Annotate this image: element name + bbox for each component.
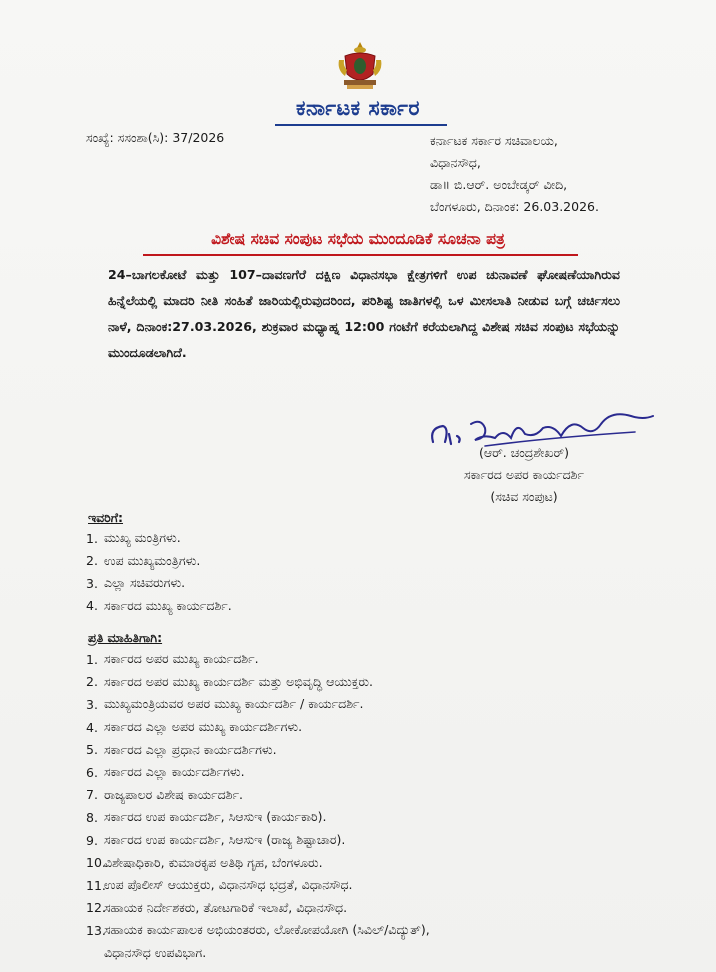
signatory-designation: ಸರ್ಕಾರದ ಅಪರ ಕಾರ್ಯದರ್ಶಿ xyxy=(464,467,584,482)
list-item: 1. ಮುಖ್ಯ ಮಂತ್ರಿಗಳು. xyxy=(86,530,181,546)
signatory-block xyxy=(424,442,624,508)
list-item: 2. ಸರ್ಕಾರದ ಅಪರ ಮುಖ್ಯ ಕಾರ್ಯದರ್ಶಿ ಮತ್ತು ಅಭಿವೃದ್ಧಿ ಆಯುಕ್ತರು. xyxy=(86,673,373,690)
list-item: 3. ಮುಖ್ಯಮಂತ್ರಿಯವರ ಅಪರ ಮುಖ್ಯ ಕಾರ್ಯದರ್ಶಿ / ಕಾರ್ಯದರ್ಶಿ. xyxy=(86,696,364,712)
list-item: 9. ಸರ್ಕಾರದ ಉಪ ಕಾರ್ಯದರ್ಶಿ, ಸಿಆಸುಇ (ರಾಜ್ಯ ಶಿಷ್ಟಾಚಾರ). xyxy=(86,832,346,848)
list-item: 10. ವಿಶೇಷಾಧಿಕಾರಿ, ಕುಮಾರಕೃಪ ಅತಿಥಿ ಗೃಹ, ಬೆಂಗಳೂರು. xyxy=(86,854,323,871)
subject-line: ವಿಶೇಷ ಸಚಿವ ಸಂಪುಟ ಸಭೆಯ ಮುಂದೂಡಿಕೆ ಸೂಚನಾ ಪತ್ರ xyxy=(211,230,505,248)
list-item: 12. ಸಹಾಯಕ ನಿರ್ದೇಶಕರು, ತೋಟಗಾರಿಕೆ ಇಲಾಖೆ, ವಿಧಾನಸೌಧ. xyxy=(86,899,348,916)
government-title: ಕರ್ನಾಟಕ ಸರ್ಕಾರ xyxy=(296,96,420,120)
subject-underline xyxy=(143,254,578,256)
signatory-department: (ಸಚಿವ ಸಂಪುಟ) xyxy=(490,489,558,504)
address-line: ವಿಧಾನಸೌಧ, xyxy=(430,155,481,170)
copy-heading: ಪ್ರತಿ ಮಾಹಿತಿಗಾಗಿ: xyxy=(88,630,163,645)
list-item: 4. ಸರ್ಕಾರದ ಮುಖ್ಯ ಕಾರ್ಯದರ್ಶಿ. xyxy=(86,597,232,614)
address-line: ಡಾ॥ ಬಿ.ಆರ್. ಅಂಬೇಡ್ಕರ್ ವೀದಿ, xyxy=(430,177,568,192)
sender-address xyxy=(430,130,599,218)
title-underline xyxy=(275,124,447,126)
list-item: 8. ಸರ್ಕಾರದ ಉಪ ಕಾರ್ಯದರ್ಶಿ, ಸಿಆಸುಇ (ಕಾರ್ಯಕಾರಿ). xyxy=(86,809,327,825)
list-item-continuation: ವಿಧಾನಸೌಧ ಉಪವಿಭಾಗ. xyxy=(104,945,207,961)
karnataka-emblem-icon xyxy=(335,40,385,92)
list-item: 5. ಸರ್ಕಾರದ ಎಲ್ಲಾ ಪ್ರಧಾನ ಕಾರ್ಯದರ್ಶಿಗಳು. xyxy=(86,741,277,758)
list-item: 11. ಉಪ ಪೊಲೀಸ್ ಆಯುಕ್ತರು, ವಿಧಾನಸೌಧ ಭದ್ರತೆ, ವಿಧಾನಸೌಧ. xyxy=(86,877,353,893)
reference-number: ಸಂಖ್ಯೆ: ಸಸಂಶಾ(ಸಿ): 37/2026 xyxy=(86,130,225,145)
list-item: 1. ಸರ್ಕಾರದ ಅಪರ ಮುಖ್ಯ ಕಾರ್ಯದರ್ಶಿ. xyxy=(86,651,259,667)
list-item: 7. ರಾಜ್ಯಪಾಲರ ವಿಶೇಷ ಕಾರ್ಯದರ್ಶಿ. xyxy=(86,786,244,803)
list-item: 3. ಎಲ್ಲಾ ಸಚಿವರುಗಳು. xyxy=(86,575,186,591)
recipients-list xyxy=(86,527,232,617)
address-line: ಕರ್ನಾಟಕ ಸರ್ಕಾರ ಸಚಿವಾಲಯ, xyxy=(430,133,558,148)
copy-list xyxy=(86,648,430,964)
recipients-heading: ಇವರಿಗೆ: xyxy=(88,510,124,525)
body-paragraph: 24–ಬಾಗಲಕೋಟೆ ಮತ್ತು 107–ದಾವಣಗೆರೆ ದಕ್ಷಿಣ ವಿಧಾನಸಭಾ ಕ್ಷೇತ್ರಗಳಿಗೆ ಉಪ ಚುನಾವಣೆ ಘೋಷಣೆಯಾಗಿರುವ ಹಿನ್ನೆಲೆಯಲ್ಲಿ ಮಾದರಿ ನೀತಿ ಸಂಹಿತೆ ಜಾರಿಯಲ್ಲಿರುವುದರಿಂದ, ಪರಿಶಿಷ್ಟ ಜಾತಿಗಳಲ್ಲಿ ಒಳ ಮೀಸಲಾತಿ ನೀಡುವ ಬಗ್ಗೆ ಚರ್ಚಿಸಲು ನಾಳೆ, ದಿನಾಂಕ:27.03.2026, ಶುಕ್ರವಾರ ಮಧ್ಯಾಹ್ನ 12:00 ಗಂಟೆಗೆ ಕರೆಯಲಾಗಿದ್ದ ವಿಶೇಷ ಸಚಿವ ಸಂಪುಟ ಸಭೆಯನ್ನು ಮುಂದೂಡಲಾಗಿದೆ. xyxy=(108,267,620,360)
list-item: 4. ಸರ್ಕಾರದ ಎಲ್ಲಾ ಅಪರ ಮುಖ್ಯ ಕಾರ್ಯದರ್ಶಿಗಳು. xyxy=(86,719,303,735)
list-item: 6. ಸರ್ಕಾರದ ಎಲ್ಲಾ ಕಾರ್ಯದರ್ಶಿಗಳು. xyxy=(86,764,245,780)
list-item: 2. ಉಪ ಮುಖ್ಯಮಂತ್ರಿಗಳು. xyxy=(86,552,201,569)
address-line: ಬೆಂಗಳೂರು, ದಿನಾಂಕ: 26.03.2026. xyxy=(430,199,599,214)
signatory-name: (ಆರ್. ಚಂದ್ರಶೇಖರ್) xyxy=(478,445,570,460)
list-item: 13. ಸಹಾಯಕ ಕಾರ್ಯಪಾಲಕ ಅಭಿಯಂತರರು, ಲೋಕೋಪಯೋಗಿ (ಸಿವಿಲ್/ವಿದ್ಯುತ್), xyxy=(86,922,430,938)
